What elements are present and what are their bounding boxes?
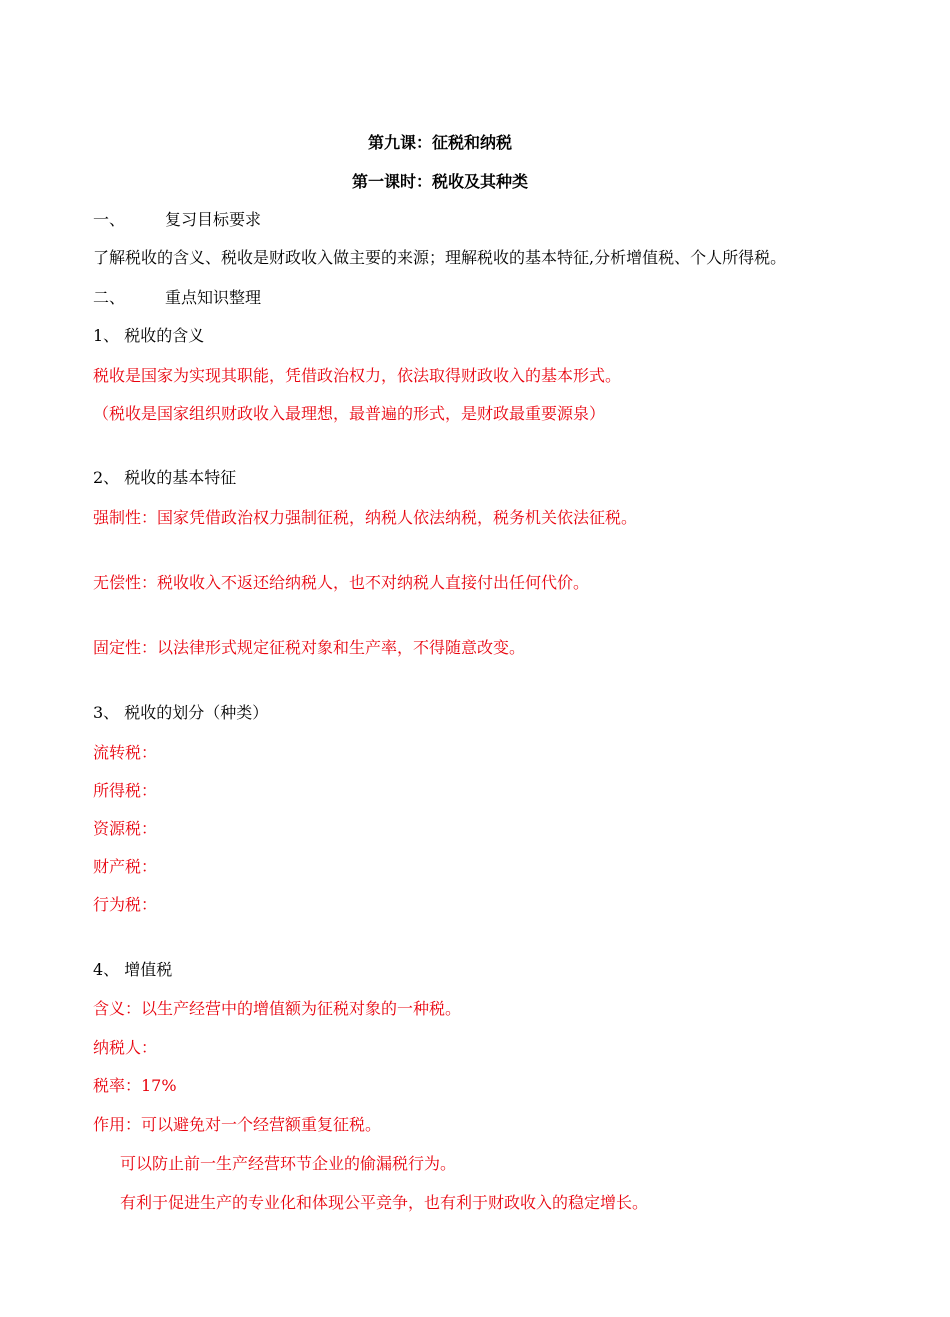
item-heading-meaning: 1、 税收的含义	[93, 326, 205, 345]
feature-fixed: 固定性：以法律形式规定征税对象和生产率，不得随意改变。	[93, 638, 526, 657]
section-heading-objectives	[93, 210, 261, 230]
feature-gratuitous: 无偿性：税收收入不返还给纳税人，也不对纳税人直接付出任何代价。	[93, 573, 590, 592]
section-label: 复习目标要求	[165, 210, 262, 229]
lesson-subtitle: 第一课时：税收及其种类	[351, 172, 528, 191]
feature-compulsory: 强制性：国家凭借政治权力强制征税，纳税人依法纳税，税务机关依法征税。	[93, 508, 638, 527]
lesson-title: 第九课：征税和纳税	[367, 133, 512, 152]
item-heading-features: 2、 税收的基本特征	[93, 468, 237, 487]
vat-effect: 作用：可以避免对一个经营额重复征税。	[93, 1115, 382, 1134]
vat-effect: 可以防止前一生产经营环节企业的偷漏税行为。	[120, 1154, 457, 1173]
item-heading-vat: 4、 增值税	[93, 960, 173, 979]
section-number: 一、	[93, 210, 126, 229]
vat-taxpayer: 纳税人：	[93, 1038, 158, 1057]
vat-meaning: 含义：以生产经营中的增值额为征税对象的一种税。	[93, 999, 462, 1018]
section-heading-key-points	[93, 288, 261, 308]
tax-type-item: 财产税：	[93, 857, 158, 876]
tax-definition-note: （税收是国家组织财政收入最理想，最普遍的形式，是财政最重要源泉）	[93, 404, 606, 423]
vat-effect: 有利于促进生产的专业化和体现公平竞争，也有利于财政收入的稳定增长。	[120, 1193, 649, 1212]
tax-type-item: 所得税：	[93, 781, 158, 800]
section-label: 重点知识整理	[165, 288, 262, 307]
objective-text: 了解税收的含义、税收是财政收入做主要的来源；理解税收的基本特征,分析增值税、个人所得税。	[93, 248, 787, 267]
tax-type-item: 资源税：	[93, 819, 158, 838]
item-heading-types: 3、 税收的划分（种类）	[93, 703, 269, 722]
tax-type-item: 行为税：	[93, 895, 158, 914]
section-number: 二、	[93, 288, 126, 307]
tax-type-item: 流转税：	[93, 743, 158, 762]
vat-rate: 税率：17%	[93, 1076, 177, 1095]
tax-definition: 税收是国家为实现其职能，凭借政治权力，依法取得财政收入的基本形式。	[93, 366, 622, 385]
